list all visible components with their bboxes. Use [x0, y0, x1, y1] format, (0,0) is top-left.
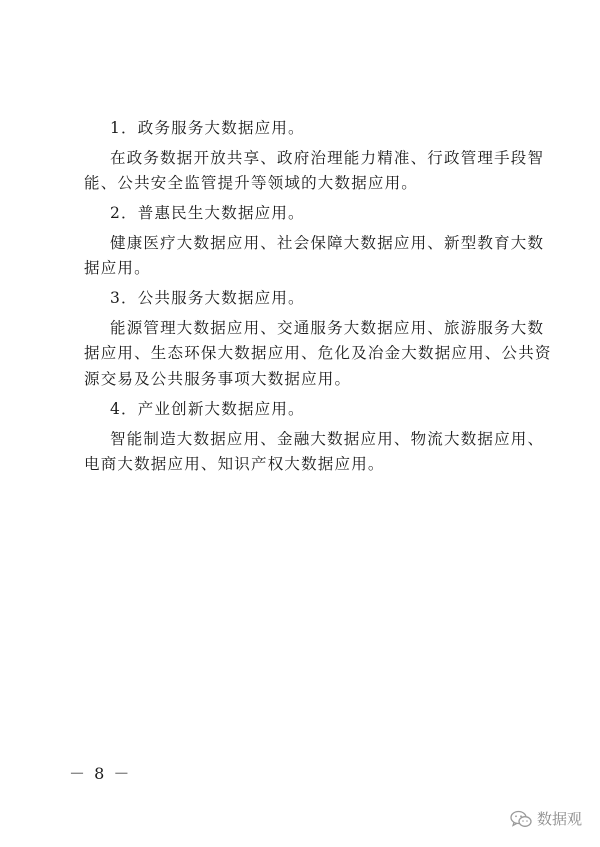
- section-heading: 2．普惠民生大数据应用。: [110, 204, 305, 222]
- paragraph-line: 据应用。: [84, 259, 151, 277]
- watermark-text: 数据观: [536, 810, 582, 828]
- paragraph-line: 在政务数据开放共享、政府治理能力精准、行政管理手段智: [110, 149, 545, 167]
- paragraph-line: 健康医疗大数据应用、社会保障大数据应用、新型教育大数: [110, 234, 545, 252]
- wechat-icon: [510, 810, 532, 828]
- section-heading: 3．公共服务大数据应用。: [110, 289, 305, 307]
- paragraph-line: 电商大数据应用、知识产权大数据应用。: [84, 455, 385, 473]
- page-number: － 8 －: [69, 764, 132, 783]
- paragraph-line: 能源管理大数据应用、交通服务大数据应用、旅游服务大数: [110, 319, 545, 337]
- paragraph-line: 据应用、生态环保大数据应用、危化及冶金大数据应用、公共资: [84, 344, 552, 362]
- watermark: [510, 808, 582, 829]
- paragraph-line: 源交易及公共服务事项大数据应用。: [84, 370, 352, 388]
- paragraph-line: 能、公共安全监管提升等领域的大数据应用。: [84, 174, 419, 192]
- paragraph-line: 智能制造大数据应用、金融大数据应用、物流大数据应用、: [110, 430, 545, 448]
- section-heading: 4．产业创新大数据应用。: [110, 400, 305, 418]
- section-heading: 1．政务服务大数据应用。: [110, 119, 305, 137]
